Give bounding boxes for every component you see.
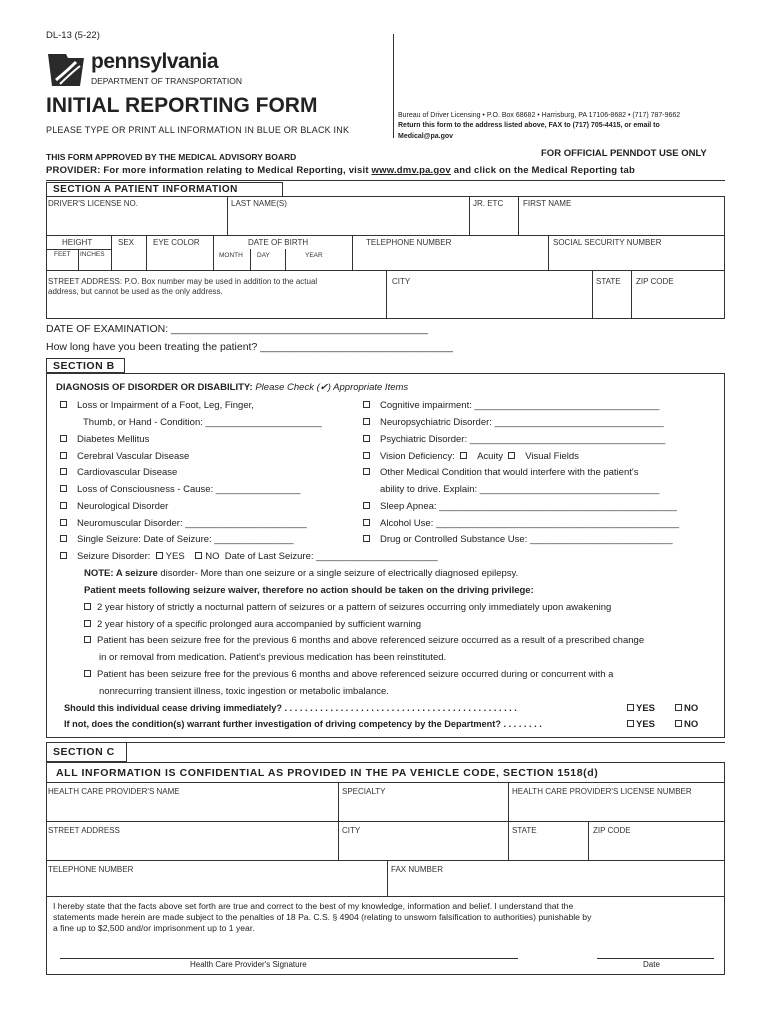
return-email: Medical@pa.gov (398, 133, 454, 140)
provider-note: PROVIDER: For more information relating to Medical Reporting, visit www.dmv.pa.gov and click on the Medical Reporting tab (46, 165, 635, 176)
zip-label: ZIP CODE (636, 277, 674, 286)
form-title: INITIAL REPORTING FORM (46, 94, 318, 117)
seizure-yes-checkbox-icon[interactable] (156, 552, 163, 559)
ssn-label: SOCIAL SECURITY NUMBER (553, 238, 662, 247)
checkbox-icon[interactable] (60, 535, 67, 542)
day-label: DAY (257, 252, 270, 259)
checkbox-icon[interactable] (363, 401, 370, 408)
certification-line-3: a fine up to $2,500 and/or imprisonment up to 1 year. (53, 923, 255, 933)
certification-line-2: statements made herein are made subject to the penalties of 18 Pa. C.S. § 4904 (relating to unsworn falsification to authorities) punishable by (53, 912, 592, 922)
treatment-duration-field[interactable]: How long have you been treating the patient? _________________________________ (46, 341, 453, 353)
checkbox-icon[interactable] (363, 452, 370, 459)
waiver-nocturnal[interactable]: 2 year history of strictly a nocturnal pattern of seizures or a pattern of seizures occurring only immediately upon awakening (84, 602, 611, 613)
seizure-note: NOTE: A seizure disorder- More than one seizure or a single seizure of electrically diagnosed epilepsy. (84, 568, 519, 579)
checkbox-icon[interactable] (84, 603, 91, 610)
diagnosis-heading: DIAGNOSIS OF DISORDER OR DISABILITY: Please Check (✔) Appropriate Items (56, 382, 409, 393)
checkbox-other-condition[interactable]: Other Medical Condition that would interfere with the patient's (363, 467, 638, 478)
waiver-illness-cont: nonrecurring transient illness, toxic ingestion or metabolic imbalance. (99, 686, 389, 697)
hcp-street-label: STREET ADDRESS (48, 826, 120, 835)
checkbox-icon[interactable] (60, 435, 67, 442)
seizure-waiver-heading: Patient meets following seizure waiver, therefore no action should be taken on the driving privilege: (84, 585, 534, 596)
hcp-license-label: HEALTH CARE PROVIDER'S LICENSE NUMBER (512, 787, 692, 796)
checkbox-icon[interactable] (60, 502, 67, 509)
checkbox-icon[interactable] (60, 401, 67, 408)
cease-no[interactable]: NO (675, 703, 698, 714)
date-label: Date (643, 960, 660, 969)
seizure-disorder-row[interactable]: Seizure Disorder: YES NO Date of Last Seizure: _______________________ (60, 551, 438, 562)
telephone-label: TELEPHONE NUMBER (366, 238, 452, 247)
checkbox-neuromuscular[interactable]: Neuromuscular Disorder: _______________________ (60, 518, 307, 529)
other-explain-field[interactable]: ability to drive. Explain: __________________________________ (380, 484, 660, 495)
dmv-link[interactable]: www.dmv.pa.gov (371, 165, 451, 176)
signature-label: Health Care Provider's Signature (190, 960, 307, 969)
approval-note: THIS FORM APPROVED BY THE MEDICAL ADVISORY BOARD (46, 152, 297, 162)
cease-driving-question: Should this individual cease driving immediately? . . . . . . . . . . . . . . . . . . . . . . . . . . . . . . . . . . . . . . . . . . . . . . (64, 703, 517, 713)
certification-line-1: I hereby state that the facts above set forth are true and correct to the best of my knowledge, information and belief. I understand that the (53, 901, 574, 911)
checkbox-alcohol[interactable]: Alcohol Use: ______________________________________________ (363, 518, 679, 529)
hcp-zip-label: ZIP CODE (593, 826, 631, 835)
cease-yes[interactable]: YES (627, 703, 655, 714)
dob-label: DATE OF BIRTH (248, 238, 309, 247)
checkbox-neuropsychiatric[interactable]: Neuropsychiatric Disorder: ________________________________ (363, 417, 664, 428)
seizure-no-checkbox-icon[interactable] (195, 552, 202, 559)
checkbox-vision[interactable]: Vision Deficiency: Acuity Visual Fields (363, 451, 579, 462)
date-of-examination-field[interactable]: DATE OF EXAMINATION: ____________________________________________ (46, 323, 428, 335)
invest-no[interactable]: NO (675, 719, 698, 730)
checkbox-icon[interactable] (60, 452, 67, 459)
specialty-label: SPECIALTY (342, 787, 386, 796)
form-subtitle: PLEASE TYPE OR PRINT ALL INFORMATION IN BLUE OR BLACK INK (46, 125, 350, 135)
checkbox-icon[interactable] (675, 704, 682, 711)
height-label: HEIGHT (62, 238, 93, 247)
limb-condition-field[interactable]: Thumb, or Hand - Condition: ______________________ (83, 417, 322, 428)
hcp-fax-label: FAX NUMBER (391, 865, 444, 874)
sex-label: SEX (118, 238, 135, 247)
checkbox-icon[interactable] (60, 485, 67, 492)
date-line[interactable] (597, 958, 714, 959)
first-name-label: FIRST NAME (523, 199, 572, 208)
checkbox-icon[interactable] (363, 435, 370, 442)
checkbox-visual-fields-icon[interactable] (508, 452, 515, 459)
bureau-address: Bureau of Driver Licensing • P.O. Box 68682 • Harrisburg, PA 17106-8682 • (717) 787-9662 (398, 112, 681, 119)
checkbox-icon[interactable] (363, 418, 370, 425)
section-a-tab: SECTION A PATIENT INFORMATION (46, 182, 283, 197)
waiver-medication[interactable]: Patient has been seizure free for the previous 6 months and above referenced seizure occurred as a result of a prescribed change (84, 635, 644, 646)
checkbox-icon[interactable] (627, 704, 634, 711)
checkbox-icon[interactable] (627, 720, 634, 727)
form-code: DL-13 (5-22) (46, 30, 100, 41)
hcp-name-label: HEALTH CARE PROVIDER'S NAME (48, 787, 180, 796)
checkbox-neurological[interactable]: Neurological Disorder (60, 501, 168, 512)
checkbox-icon[interactable] (363, 519, 370, 526)
checkbox-icon[interactable] (84, 636, 91, 643)
year-label: YEAR (305, 252, 323, 259)
eye-color-label: EYE COLOR (153, 238, 200, 247)
checkbox-acuity-icon[interactable] (460, 452, 467, 459)
waiver-medication-cont: in or removal from medication. Patient's previous medication has been reinstituted. (99, 652, 447, 663)
official-use-label: FOR OFFICIAL PENNDOT USE ONLY (541, 148, 707, 159)
jr-etc-label: JR. ETC (473, 199, 504, 208)
state-label: STATE (596, 277, 621, 286)
confidential-notice: ALL INFORMATION IS CONFIDENTIAL AS PROVIDED IN THE PA VEHICLE CODE, SECTION 1518(d) (56, 767, 599, 779)
signature-line[interactable] (60, 958, 518, 959)
checkbox-icon[interactable] (363, 502, 370, 509)
checkbox-diabetes[interactable]: Diabetes Mellitus (60, 434, 149, 445)
street-address-note: address, but cannot be used as the only address. (48, 287, 223, 296)
checkbox-foot-leg[interactable]: Loss or Impairment of a Foot, Leg, Finger, (60, 400, 254, 411)
checkbox-cognitive[interactable]: Cognitive impairment: ___________________________________ (363, 400, 659, 411)
inches-label: INCHES (80, 251, 105, 258)
last-name-label: LAST NAME(S) (231, 199, 287, 208)
checkbox-icon[interactable] (60, 552, 67, 559)
waiver-aura[interactable]: 2 year history of a specific prolonged aura accompanied by sufficient warning (84, 619, 421, 630)
checkbox-icon[interactable] (84, 620, 91, 627)
feet-label: FEET (54, 251, 71, 258)
waiver-illness[interactable]: Patient has been seizure free for the previous 6 months and above referenced seizure occurred during or concurrent with a (84, 669, 613, 680)
hcp-state-label: STATE (512, 826, 537, 835)
checkbox-single-seizure[interactable]: Single Seizure: Date of Seizure: _______________ (60, 534, 294, 545)
hcp-city-label: CITY (342, 826, 361, 835)
section-b-tab: SECTION B (46, 358, 125, 373)
checkbox-icon[interactable] (60, 519, 67, 526)
checkbox-consciousness[interactable]: Loss of Consciousness - Cause: ________________ (60, 484, 300, 495)
investigation-question: If not, does the condition(s) warrant further investigation of driving competency by the Department? . . . . . . . . (64, 719, 542, 729)
checkbox-psychiatric[interactable]: Psychiatric Disorder: _____________________________________ (363, 434, 665, 445)
checkbox-cardio[interactable]: Cardiovascular Disease (60, 467, 177, 478)
city-label: CITY (392, 277, 411, 286)
hcp-telephone-label: TELEPHONE NUMBER (48, 865, 134, 874)
month-label: MONTH (219, 252, 243, 259)
invest-yes[interactable]: YES (627, 719, 655, 730)
logo-dept: DEPARTMENT OF TRANSPORTATION (91, 76, 242, 86)
checkbox-icon[interactable] (363, 535, 370, 542)
checkbox-icon[interactable] (84, 670, 91, 677)
checkbox-drug[interactable]: Drug or Controlled Substance Use: ___________________________ (363, 534, 673, 545)
checkbox-icon[interactable] (675, 720, 682, 727)
penndot-keystone-logo-icon (46, 52, 86, 88)
street-address-label: STREET ADDRESS: P.O. Box number may be used in addition to the actual (48, 277, 318, 286)
return-instructions: Return this form to the address listed above, FAX to (717) 705-4415, or email to (398, 122, 660, 129)
logo-wordmark: pennsylvania (91, 50, 219, 73)
section-c-tab: SECTION C (46, 742, 127, 762)
checkbox-icon[interactable] (363, 468, 370, 475)
drivers-license-label: DRIVER'S LICENSE NO. (48, 199, 138, 208)
checkbox-cerebral[interactable]: Cerebral Vascular Disease (60, 451, 189, 462)
checkbox-icon[interactable] (60, 468, 67, 475)
checkbox-sleep-apnea[interactable]: Sleep Apnea: _____________________________________________ (363, 501, 677, 512)
